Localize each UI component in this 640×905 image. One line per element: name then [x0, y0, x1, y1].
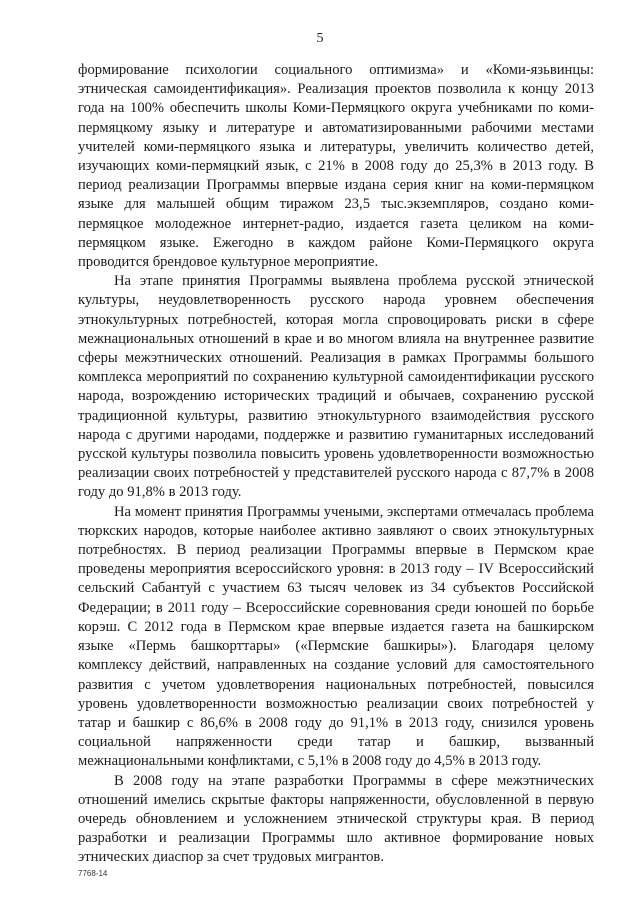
- page-number: 5: [316, 31, 324, 46]
- document-body: [78, 61, 594, 868]
- paragraph-turkic-peoples: На момент принятия Программы учеными, экспертами отмечалась проблема тюркских народов, которые наиболее активно заявляют о своих этнокультурных потребностях. В период реализации Программы впервые в Пермском крае проведены мероприятия всероссийского уровня: в 2013 году – IV Всероссийский сельский Сабантуй с участием 63 тысяч человек из 34 субъектов Российской Федерации; в 2011 году – Всероссийские соревнования среди юношей по борьбе корэш. С 2012 года в Пермском крае впервые издается газета на башкирском языке «Пермь башкорттары» («Пермские башкиры»). Благодаря целому комплексу действий, направленных на создание условий для самостоятельного развития с учетом удовлетворения национальных потребностей, повысился уровень удовлетворенности возможностью реализации своих потребностей у татар и башкир с 86,6% в 2008 году до 91,1% в 2013 году, снизился уровень социальной напряженности среди татар и башкир, вызванный межнациональными конфликтами, с 5,1% в 2008 году до 4,5% в 2013 году.: [78, 503, 594, 770]
- document-code: 7768-14: [78, 869, 108, 878]
- paragraph-russian-culture: На этапе принятия Программы выявлена проблема русской этнической культуры, неудовлетворенность русского народа уровнем обеспечения этнокультурных потребностей, которая могла спровоцировать риски в сфере межнациональных отношений в крае и во многом влияла на внутреннее развитие сферы межэтнических отношений. Реализация в рамках Программы большого комплекса мероприятий по сохранению культурной самоидентификации русского народа, возрождению исторических традиций и обычаев, сохранению русской традиционной культуры, развитию этнокультурного взаимодействия русского народа с другими народами, поддержке и развитию гуманитарных исследований русской культуры позволила повысить уровень удовлетворенности возможностью реализации своих потребностей у представителей русского народа с 87,7% в 2008 году до 91,8% в 2013 году.: [78, 273, 594, 501]
- paragraph-continuation: формирование психологии социального оптимизма» и «Коми-язьвинцы: этническая самоидентификация». Реализация проектов позволила к концу 2013 года на 100% обеспечить школы Коми-Пермяцкого округа учебниками по коми-пермяцкому языку и литературе и автоматизированными рабочими местами учителей коми-пермяцкого языка и литературы, увеличить количество детей, изучающих коми-пермяцкий язык, с 21% в 2008 году до 25,3% в 2013 году. В период реализации Программы впервые издана серия книг на коми-пермяцком языке для малышей общим тиражом 23,5 тыс.экземпляров, создано коми-пермяцкое молодежное интернет-радио, издается газета целиком на коми-пермяцком языке. Ежегодно в каждом районе Коми-Пермяцкого округа проводится брендовое культурное мероприятие.: [78, 62, 594, 271]
- paragraph-2008-tensions: В 2008 году на этапе разработки Программы в сфере межэтнических отношений имелись скрытые факторы напряженности, обусловленной в первую очередь обновлением и усложнением этнической структуры края. В период разработки и реализации Программы шло активное формирование новых этнических диаспор за счет трудовых мигрантов.: [78, 772, 594, 866]
